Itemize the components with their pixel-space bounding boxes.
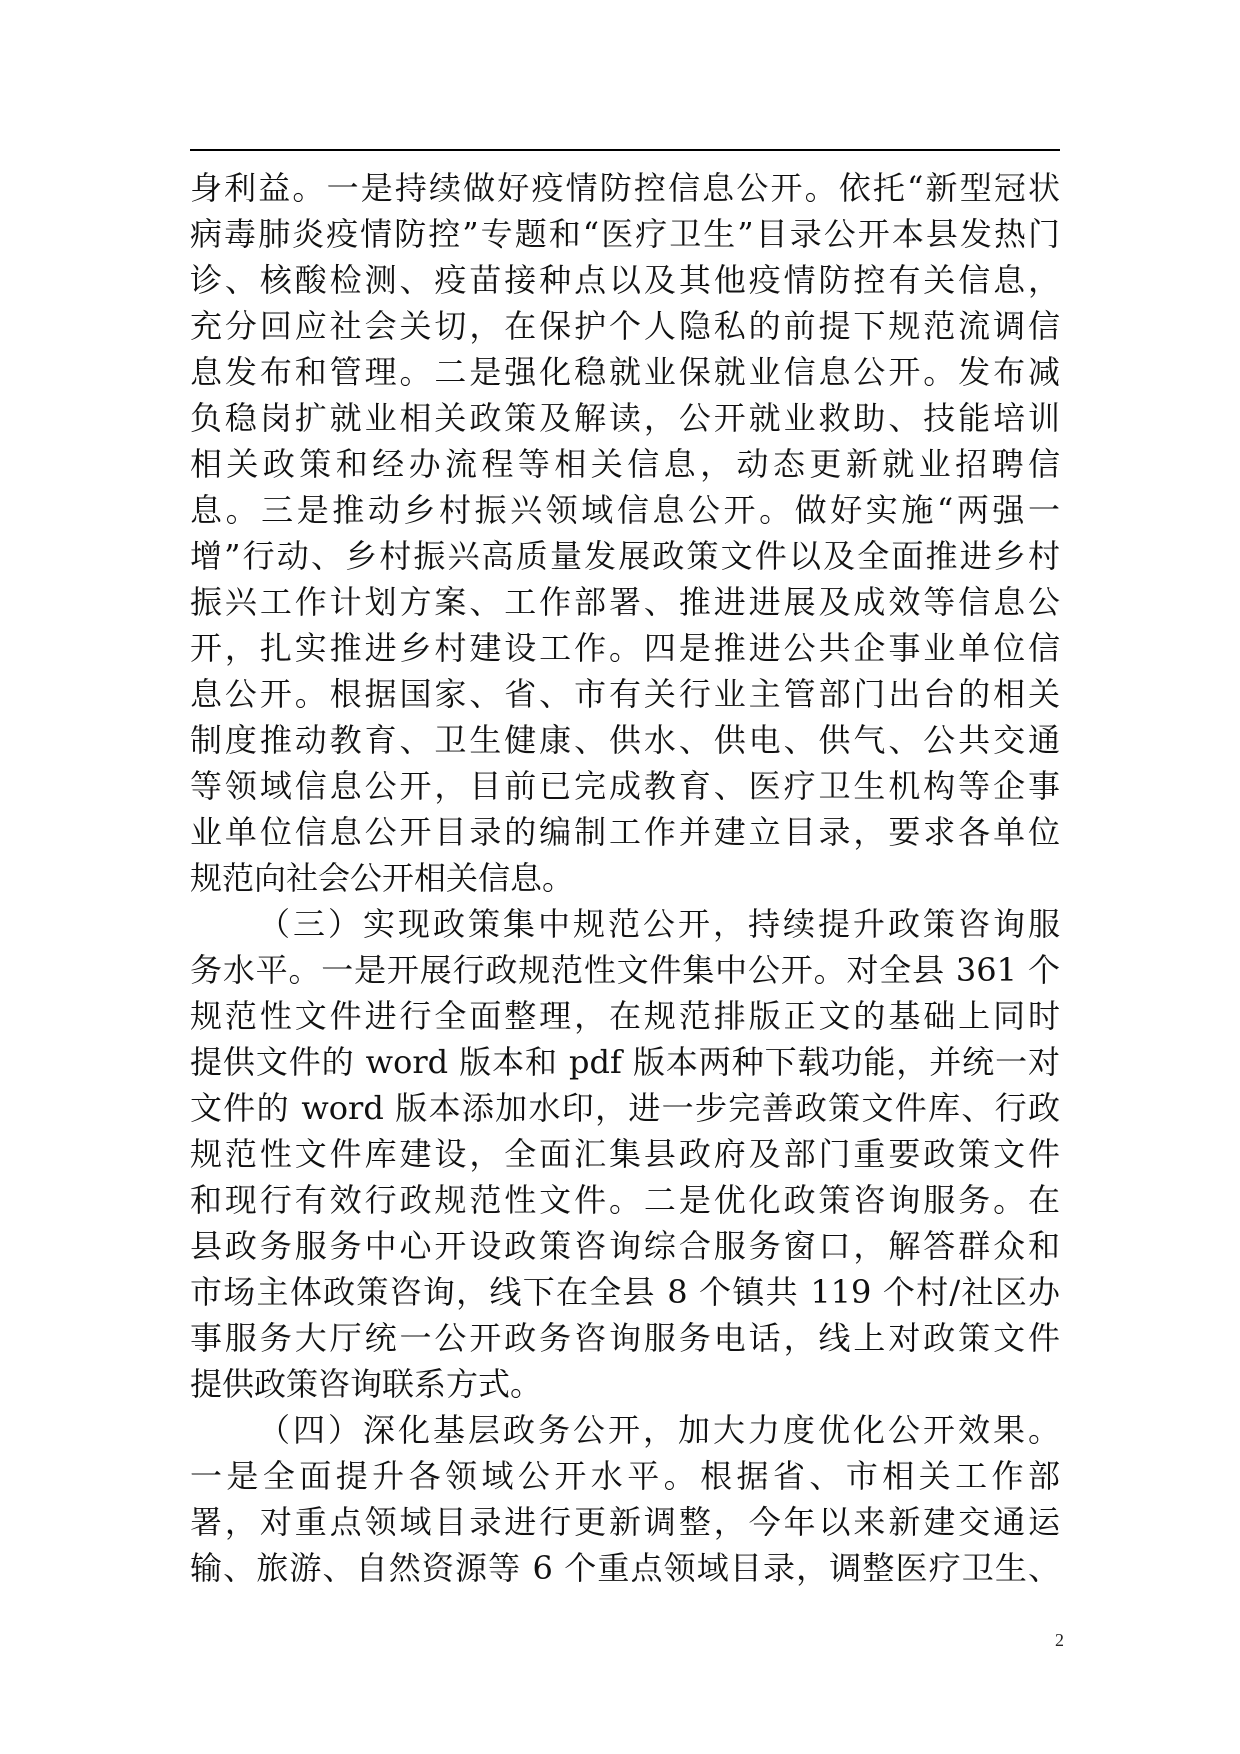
text-line: 规范向社会公开相关信息。 xyxy=(190,859,575,897)
text-line: 增”行动、乡村振兴高质量发展政策文件以及全面推进乡村 xyxy=(190,537,1060,575)
text-line: 病毒肺炎疫情防控”专题和“医疗卫生”目录公开本县发热门 xyxy=(190,215,1060,253)
text-line: 相关政策和经办流程等相关信息，动态更新就业招聘信 xyxy=(190,445,1060,483)
text-line: 制度推动教育、卫生健康、供水、供电、供气、公共交通 xyxy=(190,721,1060,759)
text-line: 事服务大厅统一公开政务咨询服务电话，线上对政策文件 xyxy=(190,1319,1060,1357)
text-line: 县政务服务中心开设政策咨询综合服务窗口，解答群众和 xyxy=(190,1227,1060,1265)
text-line: 振兴工作计划方案、工作部署、推进进展及成效等信息公 xyxy=(190,583,1060,621)
header-rule xyxy=(190,149,1060,151)
text-line: 和现行有效行政规范性文件。二是优化政策咨询服务。在 xyxy=(190,1181,1060,1219)
text-line: 诊、核酸检测、疫苗接种点以及其他疫情防控有关信息， xyxy=(190,261,1060,299)
page-number: 2 xyxy=(1055,1630,1064,1650)
text-line: 充分回应社会关切，在保护个人隐私的前提下规范流调信 xyxy=(190,307,1060,345)
section-heading-line: （四）深化基层政务公开，加大力度优化公开效果。 xyxy=(258,1411,1060,1449)
text-line: 规范性文件进行全面整理，在规范排版正文的基础上同时 xyxy=(190,997,1060,1035)
text-line: 署，对重点领域目录进行更新调整，今年以来新建交通运 xyxy=(190,1503,1060,1541)
text-line: 输、旅游、自然资源等 6 个重点领域目录，调整医疗卫生、 xyxy=(190,1549,1060,1587)
text-line: 负稳岗扩就业相关政策及解读，公开就业救助、技能培训 xyxy=(190,399,1060,437)
text-line: 规范性文件库建设，全面汇集县政府及部门重要政策文件 xyxy=(190,1135,1060,1173)
text-line: 身利益。一是持续做好疫情防控信息公开。依托“新型冠状 xyxy=(190,169,1060,207)
text-line: 业单位信息公开目录的编制工作并建立目录，要求各单位 xyxy=(190,813,1060,851)
text-line: 息公开。根据国家、省、市有关行业主管部门出台的相关 xyxy=(190,675,1060,713)
text-line: 开，扎实推进乡村建设工作。四是推进公共企事业单位信 xyxy=(190,629,1060,667)
body-text xyxy=(190,165,1060,1591)
text-line: 文件的 word 版本添加水印，进一步完善政策文件库、行政 xyxy=(190,1089,1060,1127)
text-line: 等领域信息公开，目前已完成教育、医疗卫生机构等企事 xyxy=(190,767,1060,805)
text-line: 息发布和管理。二是强化稳就业保就业信息公开。发布减 xyxy=(190,353,1060,391)
text-line: 务水平。一是开展行政规范性文件集中公开。对全县 361 个 xyxy=(190,951,1060,989)
text-line: 息。三是推动乡村振兴领域信息公开。做好实施“两强一 xyxy=(190,491,1060,529)
text-line: 一是全面提升各领域公开水平。根据省、市相关工作部 xyxy=(190,1457,1060,1495)
section-heading-line: （三）实现政策集中规范公开，持续提升政策咨询服 xyxy=(258,905,1060,943)
text-line: 提供政策咨询联系方式。 xyxy=(190,1365,543,1403)
text-line: 市场主体政策咨询，线下在全县 8 个镇共 119 个村/社区办 xyxy=(190,1273,1060,1311)
text-line: 提供文件的 word 版本和 pdf 版本两种下载功能，并统一对 xyxy=(190,1043,1060,1081)
